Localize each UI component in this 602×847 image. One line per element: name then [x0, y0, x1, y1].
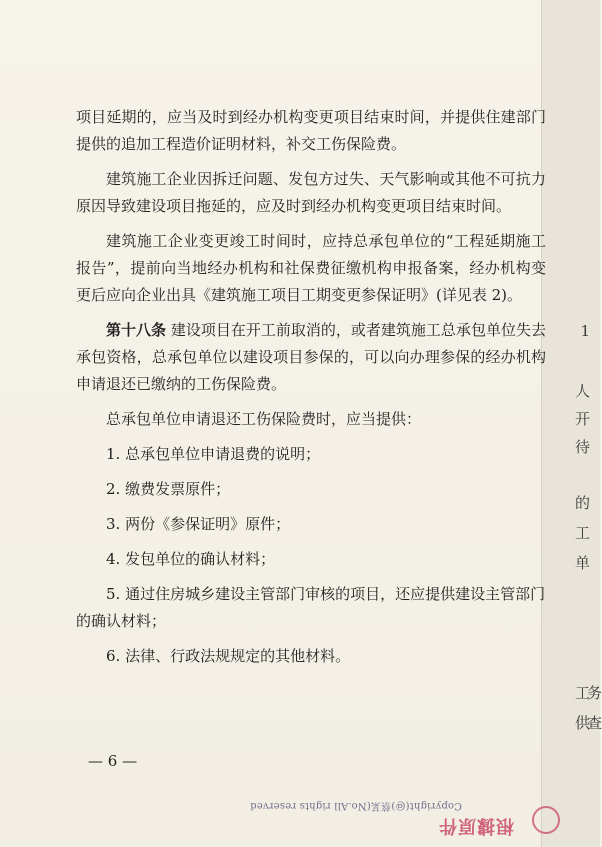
seal-circle-icon	[532, 806, 560, 834]
adjacent-page-char: 待	[574, 438, 590, 456]
list-item: 5. 通过住房城乡建设主管部门审核的项目，还应提供建设主管部门的确认材料；	[76, 585, 546, 630]
document-body	[76, 104, 546, 678]
list-item: 6. 法律、行政法规规定的其他材料。	[106, 647, 351, 665]
article-text: 建设项目在开工前取消的，或者建筑施工总承包单位失去承包资格，总承包单位以建设项目参保的，可以向办理参保的经办机构申请退还已缴纳的工伤保险费。	[76, 321, 546, 393]
adjacent-page-char: 的	[574, 494, 590, 512]
paragraph-change-completion: 建筑施工企业变更竣工时间时，应持总承包单位的“工程延期施工报告”，提前向当地经办机构和社保费征缴机构申报备案，经办机构变更后应向企业出具《建筑施工项目工期变更参保证明》(详见表 2)。	[76, 232, 546, 304]
adjacent-page-char: 1	[580, 322, 590, 340]
list-item: 3. 两份《参保证明》原件；	[106, 515, 291, 533]
adjacent-page-char: 工	[574, 684, 590, 702]
refund-list	[76, 441, 546, 670]
adjacent-page-char: 人	[574, 382, 590, 400]
adjacent-page-char: 务	[586, 684, 602, 702]
page-number: — 6 —	[88, 752, 138, 770]
paragraph-force-majeure: 建筑施工企业因拆迁问题、发包方过失、天气影响或其他不可抗力原因导致建设项目拖延的，应及时到经办机构变更项目结束时间。	[76, 170, 546, 215]
seal-stamp-icon: 根據原件	[438, 815, 514, 836]
adjacent-page-char: 工	[574, 524, 590, 542]
list-item: 1. 总承包单位申请退费的说明；	[106, 445, 321, 463]
adjacent-page-char: 单	[574, 554, 590, 572]
list-item: 2. 缴费发票原件；	[106, 480, 231, 498]
adjacent-page-char: 查	[586, 714, 602, 732]
list-item: 4. 发包单位的确认材料；	[106, 550, 276, 568]
adjacent-page-char: 供	[574, 714, 590, 732]
article-title: 第十八条	[106, 321, 167, 339]
refund-intro: 总承包单位申请退还工伤保险费时，应当提供：	[106, 410, 422, 428]
article-eighteen	[76, 317, 546, 398]
mirror-copyright-text: Copyright(@)蔡某(No.All rights reserved	[250, 800, 462, 811]
paragraph-project-extension: 项目延期的，应当及时到经办机构变更项目结束时间，并提供住建部门提供的追加工程造价证明材料，补交工伤保险费。	[76, 108, 546, 153]
adjacent-page-char: 开	[574, 410, 590, 428]
